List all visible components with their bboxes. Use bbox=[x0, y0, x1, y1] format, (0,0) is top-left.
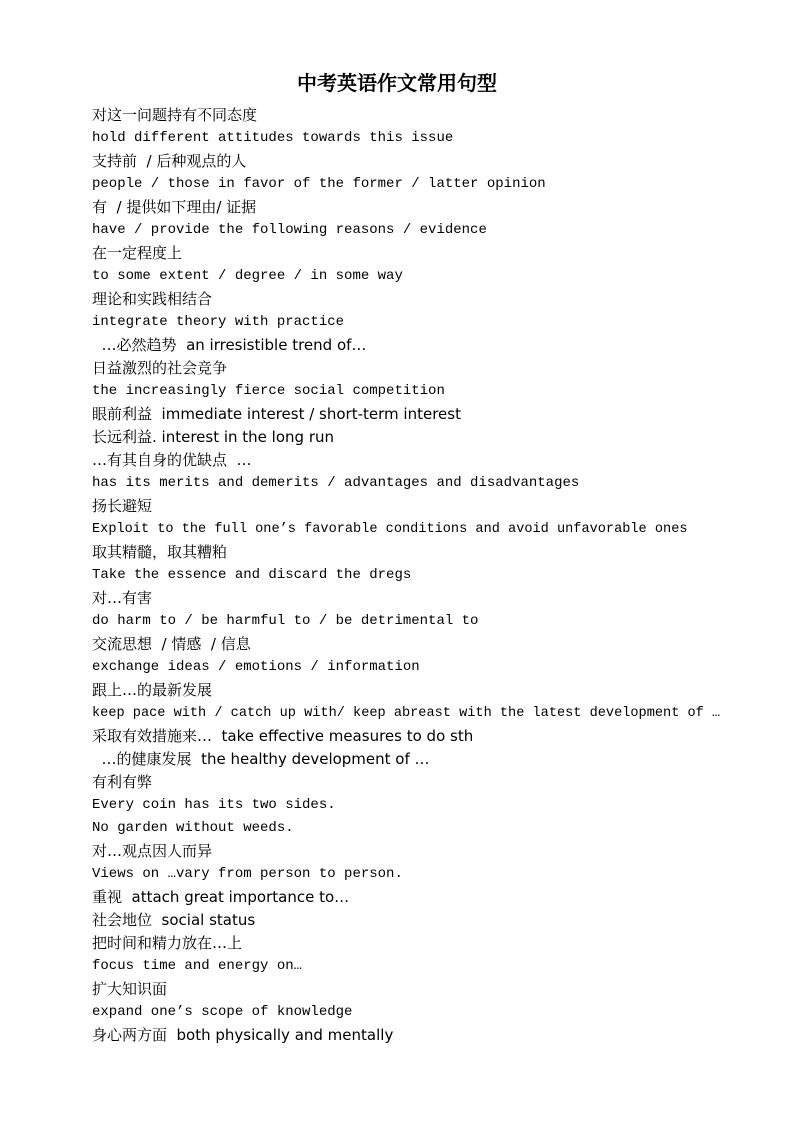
english-phrase-line: focus time and energy on… bbox=[92, 958, 303, 974]
english-phrase-line: Take the essence and discard the dregs bbox=[92, 567, 412, 583]
english-phrase-line: Exploit to the full one’s favorable conditions and avoid unfavorable ones bbox=[92, 522, 688, 537]
english-phrase-line: exchange ideas / emotions / information bbox=[92, 659, 420, 675]
page-title: 中考英语作文常用句型 bbox=[297, 71, 497, 95]
english-phrase-line: hold different attitudes towards this issue bbox=[92, 130, 454, 146]
chinese-phrase-line: 对这一问题持有不同态度 bbox=[92, 106, 258, 124]
english-phrase-line: do harm to / be harmful to / be detrimental to bbox=[92, 613, 479, 629]
chinese-phrase-line: 长远利益. interest in the long run bbox=[92, 428, 334, 446]
english-phrase-line: the increasingly fierce social competition bbox=[92, 383, 445, 399]
english-phrase-line: keep pace with / catch up with/ keep abreast with the latest development of … bbox=[92, 706, 721, 721]
english-phrase-line: to some extent / degree / in some way bbox=[92, 268, 403, 284]
chinese-phrase-line: 扬长避短 bbox=[92, 497, 153, 515]
english-phrase-line: expand one’s scope of knowledge bbox=[92, 1004, 353, 1020]
chinese-phrase-line: 日益激烈的社会竞争 bbox=[92, 359, 228, 377]
chinese-phrase-line: …有其自身的优缺点 … bbox=[92, 451, 252, 469]
chinese-phrase-line: 扩大知识面 bbox=[92, 980, 168, 998]
chinese-phrase-line: 有 / 提供如下理由/ 证据 bbox=[92, 198, 257, 216]
chinese-phrase-line: 理论和实践相结合 bbox=[92, 290, 213, 308]
chinese-phrase-line: 身心两方面 both physically and mentally bbox=[92, 1026, 394, 1044]
chinese-phrase-line: 有利有弊 bbox=[92, 773, 153, 791]
chinese-phrase-line: 把时间和精力放在…上 bbox=[92, 934, 243, 952]
phrase-list bbox=[92, 104, 782, 1047]
chinese-phrase-line: …的健康发展 the healthy development of … bbox=[92, 750, 430, 768]
chinese-phrase-line: 支持前 / 后种观点的人 bbox=[92, 152, 247, 170]
english-phrase-line: have / provide the following reasons / evidence bbox=[92, 222, 487, 238]
english-phrase-line: integrate theory with practice bbox=[92, 314, 345, 330]
chinese-phrase-line: 在一定程度上 bbox=[92, 244, 183, 262]
chinese-phrase-line: 交流思想 / 情感 / 信息 bbox=[92, 635, 251, 653]
english-phrase-line: No garden without weeds. bbox=[92, 820, 294, 836]
english-phrase-line: has its merits and demerits / advantages and disadvantages bbox=[92, 475, 580, 491]
chinese-phrase-line: 社会地位 social status bbox=[92, 911, 256, 929]
english-phrase-line: Every coin has its two sides. bbox=[92, 797, 336, 813]
chinese-phrase-line: 重视 attach great importance to… bbox=[92, 888, 350, 906]
chinese-phrase-line: 取其精髓，取其糟粕 bbox=[92, 543, 228, 561]
chinese-phrase-line: 跟上…的最新发展 bbox=[92, 681, 213, 699]
chinese-phrase-line: 对…观点因人而异 bbox=[92, 842, 213, 860]
chinese-phrase-line: 采取有效措施来… take effective measures to do sth bbox=[92, 727, 474, 745]
english-phrase-line: Views on …vary from person to person. bbox=[92, 866, 403, 882]
chinese-phrase-line: 眼前利益 immediate interest / short-term interest bbox=[92, 405, 461, 423]
chinese-phrase-line: …必然趋势 an irresistible trend of… bbox=[92, 336, 367, 354]
english-phrase-line: people / those in favor of the former / latter opinion bbox=[92, 176, 546, 192]
chinese-phrase-line: 对…有害 bbox=[92, 589, 153, 607]
